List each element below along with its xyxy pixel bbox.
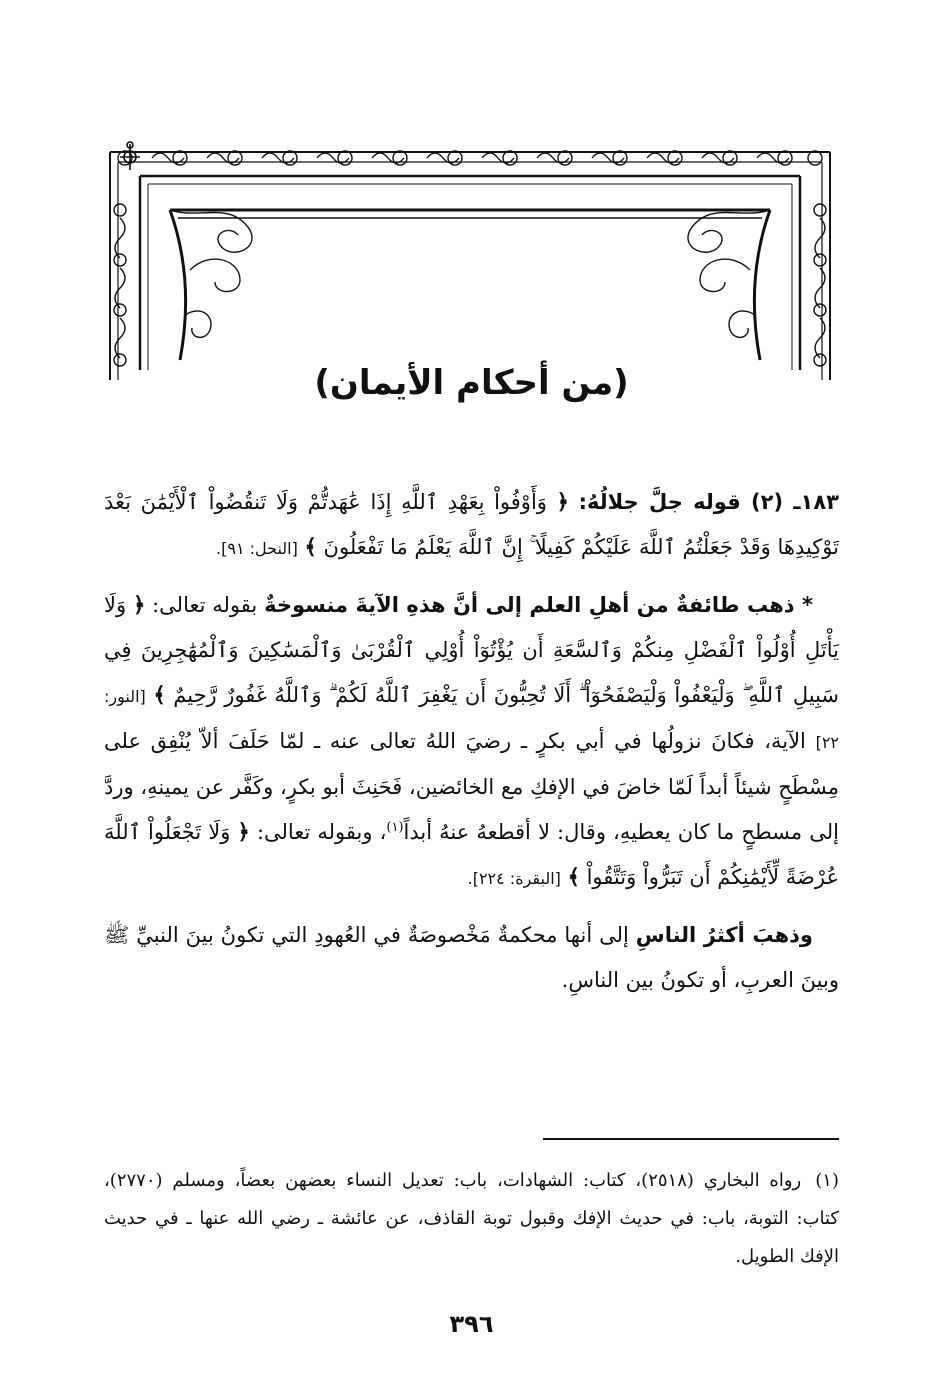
verse-close-bracket: ﴾ [567, 865, 580, 889]
top-motifs [118, 151, 822, 165]
verse-reference: [النحل: ٩١]. [216, 539, 298, 558]
verse-open-bracket: ﴿ [237, 820, 250, 844]
paragraph-abrogation [104, 583, 839, 901]
para2-lead-cont: بقوله تعالى: [152, 593, 258, 617]
footnote [104, 1162, 839, 1276]
quran-verse-nahl-91: وَأَوْفُواْ بِعَهْدِ ٱللَّهِ إِذَا عَٰهَدتُّمْ وَلَا تَنقُضُواْ ٱلْأَيْمَٰنَ بَعْدَ تَوْكِيدِهَا وَقَدْ جَعَلْتُمُ ٱللَّهَ عَلَيْكُمْ كَفِيلًا ۚ إِنَّ ٱللَّهَ يَعْلَمُ مَا تَفْعَلُونَ [104, 490, 839, 559]
verse-close-bracket: ﴾ [153, 683, 166, 707]
quran-verse-nur-22: وَلَا يَأْتَلِ أُوْلُواْ ٱلْفَضْلِ مِنكُمْ وَٱلسَّعَةِ أَن يُؤْتُوٓاْ أُوْلِي ٱلْقُرْبَىٰ وَٱلْمَسَٰكِينَ وَٱلْمُهَٰجِرِينَ فِي سَبِيلِ ٱللَّهِ ۖ وَلْيَعْفُواْ وَلْيَصْفَحُوٓاْ ۗ أَلَا تُحِبُّونَ أَن يَغْفِرَ ٱللَّهُ لَكُمْ ۗ وَٱللَّهُ غَفُورٌ رَّحِيمٌ [104, 593, 840, 707]
footnote-number: (١) [815, 1170, 839, 1191]
para3-lead: وذهبَ أكثرُ الناسِ [635, 923, 813, 947]
chapter-title: (من أحكام الأيمان) [314, 363, 629, 403]
verse-open-bracket: ﴿ [556, 490, 569, 514]
para2-lead: * ذهب طائفةٌ من أهلِ العلم إلى أنَّ هذهِ الآيةَ منسوخةٌ [264, 593, 813, 617]
para2-text2: ، وبقوله تعالى: [256, 820, 387, 844]
quran-verse-baqara-224: وَلَا تَجْعَلُواْ ٱللَّهَ عُرْضَةً لِّأَيْمَٰنِكُمْ أَن تَبَرُّواْ وَتَتَّقُواْ [104, 820, 839, 889]
paragraph-verse-183 [104, 480, 839, 571]
paragraph-majority-view [104, 913, 839, 1003]
footnote-separator [543, 1138, 839, 1140]
para3-text: إلى أنها محكمةٌ مَخْصوصَةٌ في العُهودِ التي تكونُ بينَ النبيِّ ﷺ وبينَ العربِ، أو تكونُ بين الناسِ. [104, 923, 839, 992]
main-text [104, 480, 839, 1015]
para2-text: الآية، فكانَ نزولُها في أبي بكرٍ ـ رضيَ اللهُ تعالى عنه ـ لمّا حَلَفَ ألاّ يُنْفِق على مِسْطَحٍ شيئاً أبداً لَمّا خاضَ في الإفكِ مع الخائضين، فَحَنِثَ أبو بكرٍ، وكَفَّر عن يمينهِ، وردَّ إلى مسطحٍ ما كان يعطيهِ، وقال: لا أقطعهُ عنهُ أبداً [104, 729, 839, 844]
verse-close-bracket: ﴾ [304, 535, 317, 559]
verse-reference: [النور: ٢٢] [104, 687, 839, 752]
page-number: ٣٩٦ [449, 1310, 494, 1338]
verse-open-bracket: ﴿ [132, 593, 146, 617]
verse-reference: [البقرة: ٢٢٤]. [467, 869, 561, 888]
footnote-text: رواه البخاري (٢٥١٨)، كتاب: الشهادات، باب: تعديل النساء بعضهن بعضاً، ومسلم (٢٧٧٠)، كتاب: التوبة، باب: في حديث الإفك وقبول توبة القاذف، عن عائشة ـ رضي الله عنها ـ في حديث الإفك الطويل. [104, 1170, 839, 1267]
item-lead: ١٨٣ـ (٢) قوله جلَّ جلالُهُ: [578, 490, 839, 514]
footnote-marker[interactable]: (١) [386, 820, 404, 835]
